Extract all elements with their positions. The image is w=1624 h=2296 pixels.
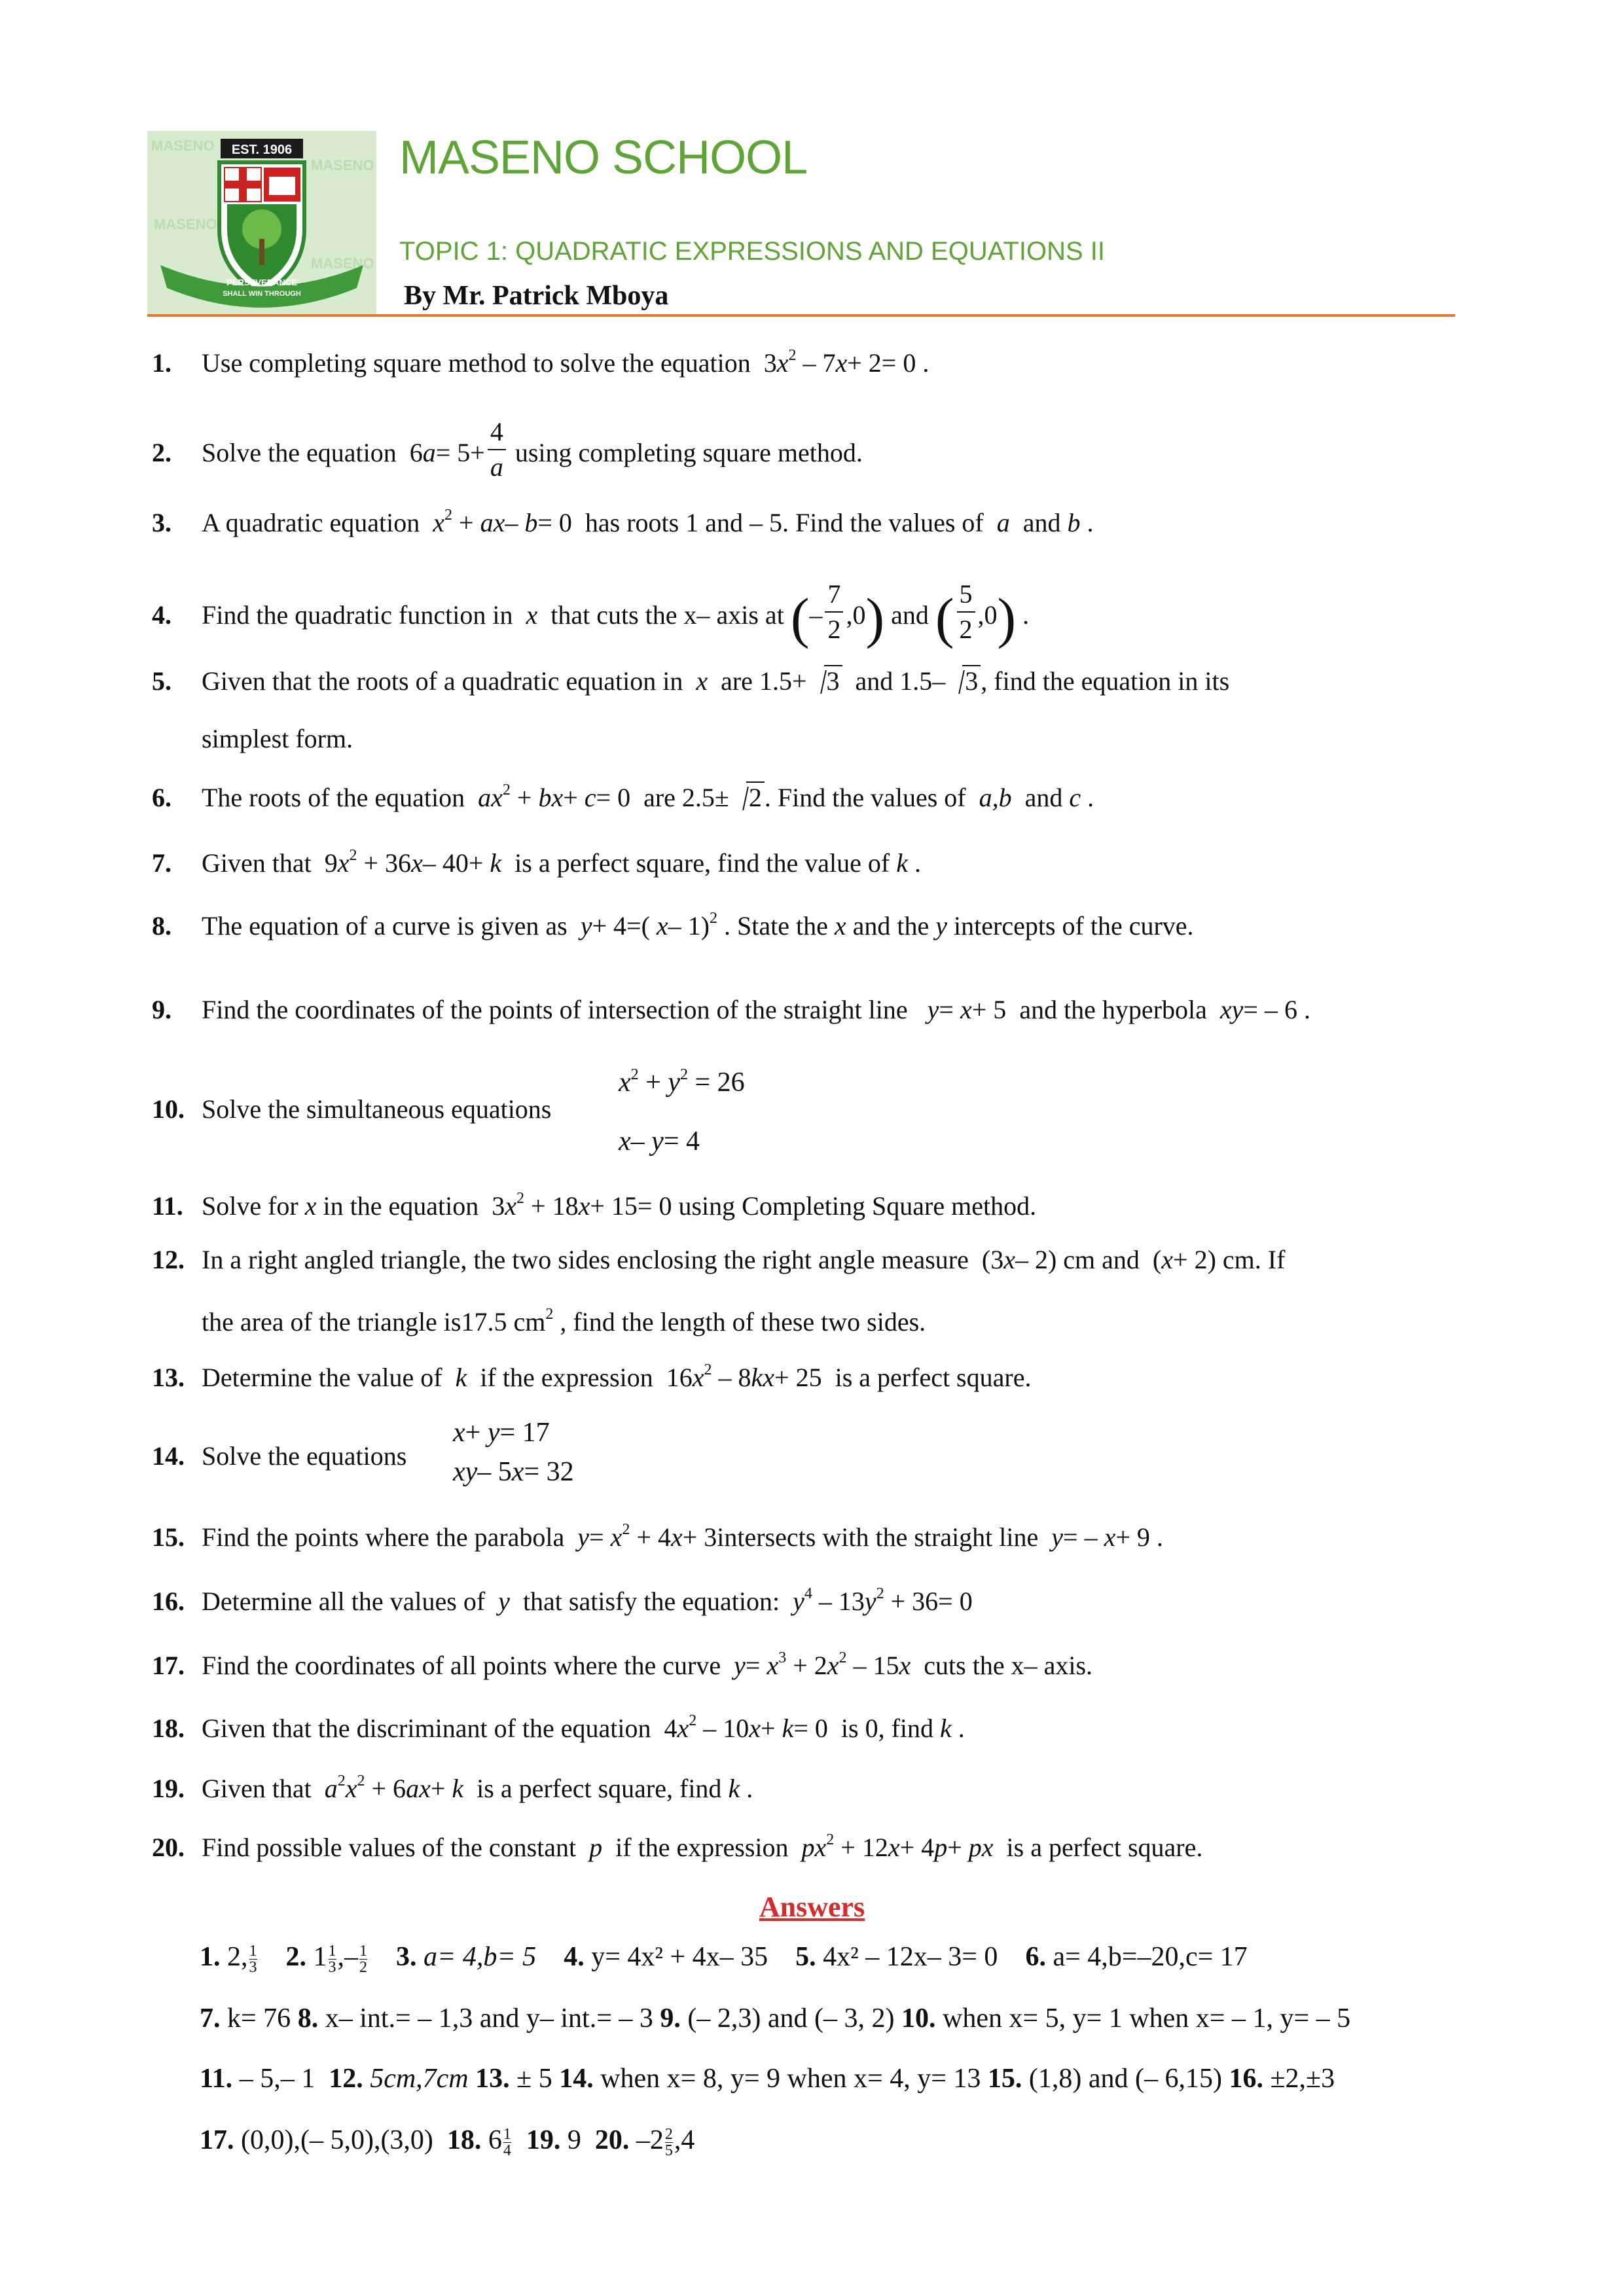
header-divider bbox=[147, 314, 1455, 317]
author-line: By Mr. Patrick Mboya bbox=[404, 281, 669, 311]
question-12: 12. In a right angled triangle, the two sides enclosing the right angle measure (3x– 2) cm and (x+ 2) cm. If bbox=[152, 1245, 1286, 1274]
logo-est-text: EST. 1906 bbox=[231, 143, 293, 157]
q10-equation-2: x– y= 4 bbox=[619, 1126, 700, 1157]
question-10: 10. Solve the simultaneous equations bbox=[152, 1094, 552, 1124]
question-9: 9. Find the coordinates of the points of intersection of the straight line y= x+ 5 and the hyperbola xy= – 6 . bbox=[152, 995, 1310, 1024]
logo-watermark-text: MASENO bbox=[154, 216, 217, 232]
question-14: 14. Solve the equations bbox=[152, 1441, 407, 1471]
question-1: 1. Use completing square method to solve the equation $3x^2 - 7x+ 2= 0$ . bbox=[152, 347, 929, 378]
question-4: 4. Find the quadratic function in x that cuts the x– axis at (– $\frac{7}{2}$ ,0) and ( $\frac{5}{2}$ ,0) . bbox=[152, 579, 1030, 649]
answers-row-3: 11. – 5,– 1 12. 5cm,7cm 13. ± 5 14. when x= 8, y= 9 when x= 4, y= 13 15. (1,8) and (– 6,15) 16. ±2,±3 bbox=[200, 2064, 1335, 2094]
q10-equation-1: $x^2 + y^2 = 26$ bbox=[619, 1066, 745, 1098]
question-13: 13. Determine the value of k if the expression $16x^2 - 8kx+ 25$ is a perfect square. bbox=[152, 1361, 1032, 1392]
q14-equation-2: xy– 5x= 32 bbox=[453, 1457, 574, 1487]
question-12-continuation: the area of the triangle is17.5 $cm^2$ , find the length of these two sides. bbox=[202, 1306, 926, 1336]
logo-motto-line2: SHALL WIN THROUGH bbox=[223, 290, 301, 298]
answers-row-1: 1. 2, $\frac{1}{3}$ 2. 1 $\frac{1}{3}$ ,– $\frac{1}{2}$ 3. a= 4,b= 5 4. y= 4x² + 4x– 35 5. 4x² – 12x– 3= 0 6. a= 4,b=–20,c= 17 bbox=[200, 1942, 1248, 1976]
logo-watermark-text: MASENO bbox=[151, 137, 215, 154]
logo-watermark-text: MASENO bbox=[311, 157, 374, 173]
answers-row-4: 17. (0,0),(– 5,0),(3,0) 18. 6 $\frac{1}{4}$ 19. 9 20. –2 $\frac{2}{5}$ ,4 bbox=[200, 2125, 695, 2159]
question-11: 11. Solve for x in the equation $3x^2 + 18x+ 15= 0$ using Completing Square method. bbox=[152, 1190, 1037, 1221]
question-20: 20. Find possible values of the constant p if the expression $px^2 + 12x+ 4p+$ px is a perfect square. bbox=[152, 1831, 1203, 1862]
question-7: 7. Given that $9x^2 + 36x-$ 40+ k is a perfect square, find the value of k . bbox=[152, 847, 922, 878]
school-crest-logo bbox=[147, 131, 376, 314]
answers-heading: Answers bbox=[759, 1891, 865, 1923]
question-8: 8. The equation of a curve is given as y+ 4=( x– 1)$^2$ . State the x and the y intercepts of the curve. bbox=[152, 910, 1194, 941]
question-15: 15. Find the points where the parabola $y= x^2 + 4x+$ 3intersects with the straight line y= – x+ 9 . bbox=[152, 1521, 1163, 1552]
question-2: 2. Solve the equation 6a= 5+ $\frac{4}{a}$ using completing square method. bbox=[152, 417, 863, 482]
q14-equation-1: x+ y= 17 bbox=[453, 1418, 550, 1448]
question-5-continuation: simplest form. bbox=[202, 724, 353, 753]
topic-title: TOPIC 1: QUADRATIC EXPRESSIONS AND EQUATIONS II bbox=[399, 237, 1105, 266]
logo-watermark-text: MASENO bbox=[311, 255, 374, 272]
question-5: 5. Given that the roots of a quadratic equation in x are 1.5+ 3 and 1.5– 3 , find the equation in its bbox=[152, 666, 1230, 696]
question-16: 16. Determine all the values of y that satisfy the equation: $y^4 - 13y^2 + 36= 0$ bbox=[152, 1585, 973, 1616]
school-name: MASENO SCHOOL bbox=[399, 132, 808, 184]
logo-motto-line1: PERSEVERANCE bbox=[226, 278, 297, 287]
question-6: 6. The roots of the equation $ax^2 + bx+ c= 0$ are 2.5± 2 . Find the values of a,b and c . bbox=[152, 781, 1094, 812]
question-3: 3. A quadratic equation $x^2 + ax-$ b= 0 has roots 1 and – 5. Find the values of a and b . bbox=[152, 507, 1094, 537]
question-18: 18. Given that the discriminant of the equation $4x^2 - 10x+ k= 0$ is 0, find k . bbox=[152, 1712, 965, 1743]
answers-row-2: 7. k= 76 8. x– int.= – 1,3 and y– int.= – 3 9. (– 2,3) and (– 3, 2) 10. when x= 5, y= 1 when x= – 1, y= – 5 bbox=[200, 2003, 1351, 2034]
question-17: 17. Find the coordinates of all points where the curve $y= x^3 + 2x^2 - 15x$ cuts the x– axis. bbox=[152, 1649, 1093, 1680]
question-19: 19. Given that $a^2x^2 + 6ax+ k$ is a perfect square, find k . bbox=[152, 1772, 753, 1803]
